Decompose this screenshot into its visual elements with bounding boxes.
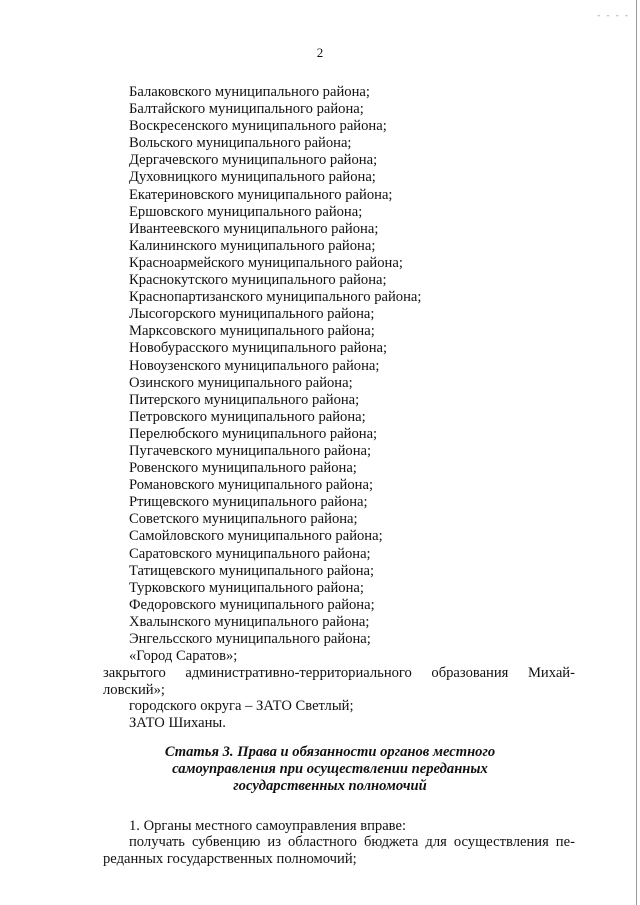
district-line: Советского муниципального района; <box>129 511 358 528</box>
district-line: Краснокутского муниципального района; <box>129 272 387 289</box>
article-heading <box>120 744 540 795</box>
district-line: Саратовского муниципального района; <box>129 545 371 562</box>
district-line: Хвалынского муниципального района; <box>129 613 370 630</box>
district-line: Татищевского муниципального района; <box>129 562 375 579</box>
scan-artifact: - - - - <box>597 10 630 20</box>
district-line: Самойловского муниципального района; <box>129 528 383 545</box>
page-edge-line <box>636 0 637 905</box>
district-line: Федоровского муниципального района; <box>129 596 375 613</box>
district-line: Новоузенского муниципального района; <box>129 357 380 374</box>
district-line: Ртищевского муниципального района; <box>129 494 368 511</box>
district-line: Ершовского муниципального района; <box>129 203 363 220</box>
paragraph-line-2: реданных государственных полномочий; <box>103 851 357 867</box>
district-line: Балтайского муниципального района; <box>129 101 364 118</box>
district-line: Энгельсского муниципального района; <box>129 631 371 647</box>
district-line: Ивантеевского муниципального района; <box>129 220 379 237</box>
article-heading-line: самоуправления при осуществлении переданных <box>172 761 488 778</box>
district-line: Воскресенского муниципального района; <box>129 118 387 135</box>
entity-line-shikhany: ЗАТО Шиханы. <box>129 715 226 731</box>
district-line: Дергачевского муниципального района; <box>129 152 378 169</box>
district-line: Петровского муниципального района; <box>129 408 366 425</box>
article-heading-line: Статья 3. Права и обязанности органов местного <box>164 744 496 760</box>
city-line: «Город Саратов»; <box>129 648 238 665</box>
district-line: Марксовского муниципального района; <box>129 323 375 340</box>
district-line: Пугачевского муниципального района; <box>129 442 372 459</box>
district-line: Перелюбского муниципального района; <box>129 425 378 442</box>
district-line: Романовского муниципального района; <box>129 477 374 494</box>
paragraph-line-1: получать субвенцию из областного бюджета для осуществления пе- <box>129 834 575 850</box>
district-line: Красноармейского муниципального района; <box>129 254 403 271</box>
district-line: Балаковского муниципального района; <box>129 84 370 100</box>
district-line: Духовницкого муниципального района; <box>129 169 376 186</box>
zato-mikhailovsky-line: закрытого административно-территориального образования Михай- <box>103 665 575 681</box>
district-line: Лысогорского муниципального района; <box>129 306 375 323</box>
paragraph-item-1: 1. Органы местного самоуправления вправе: <box>129 818 407 834</box>
page-number: 2 <box>316 45 324 60</box>
district-line: Вольского муниципального района; <box>129 135 352 152</box>
district-line: Турковского муниципального района; <box>129 579 364 596</box>
district-line: Новобурасского муниципального района; <box>129 340 388 357</box>
zato-mikhailovsky-continuation: ловский»; <box>103 682 165 698</box>
district-line: Питерского муниципального района; <box>129 391 360 408</box>
article-heading-line: государственных полномочий <box>233 778 427 795</box>
district-list <box>129 84 589 665</box>
entity-line-svetly: городского округа – ЗАТО Светлый; <box>129 698 354 714</box>
district-line: Ровенского муниципального района; <box>129 460 357 477</box>
district-line: Екатериновского муниципального района; <box>129 186 393 203</box>
district-line: Краснопартизанского муниципального района; <box>129 289 422 306</box>
district-line: Калининского муниципального района; <box>129 237 376 254</box>
district-line: Озинского муниципального района; <box>129 374 353 391</box>
